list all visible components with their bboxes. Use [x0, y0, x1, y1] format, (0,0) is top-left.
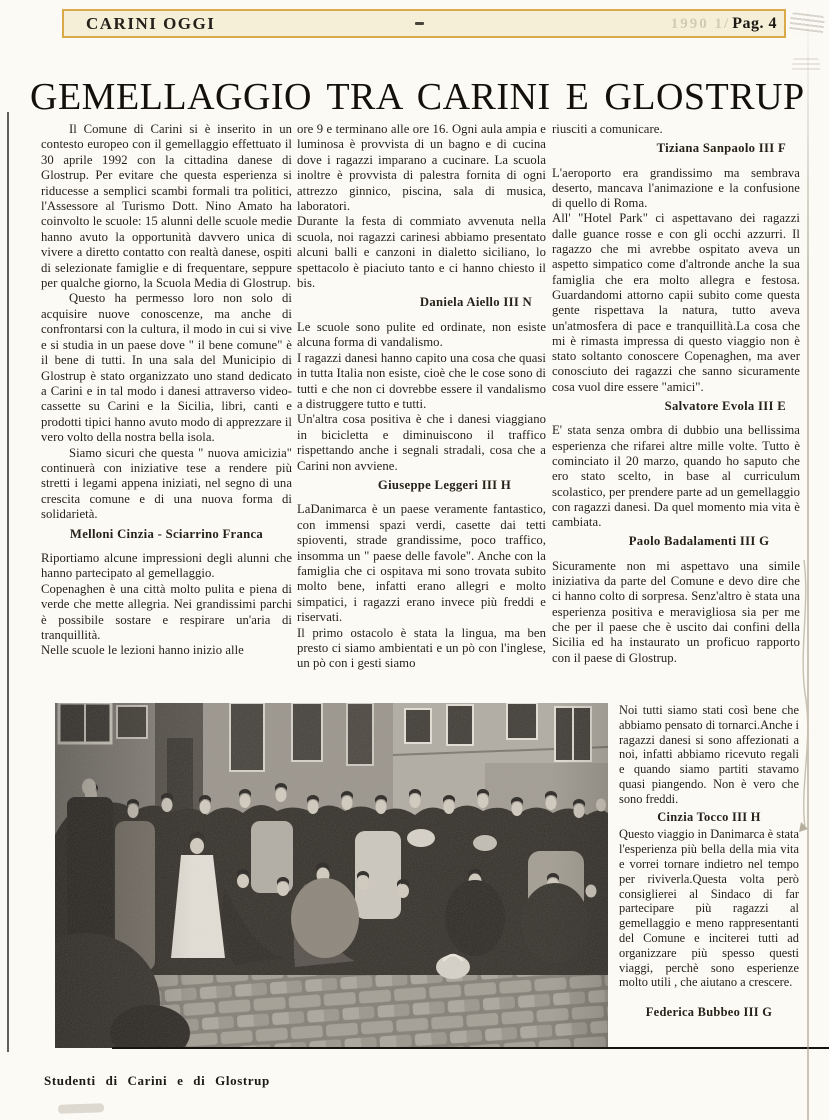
byline-paolo-badalamenti: Paolo Badalamenti III G [628, 534, 770, 549]
scan-smudge-bottom-left [58, 1103, 104, 1114]
byline-daniela-aiello: Daniela Aiello III N [419, 295, 532, 310]
article-headline: GEMELLAGGIO TRA CARINI E GLOSTRUP [30, 76, 805, 119]
scan-smudge-top-right [789, 12, 825, 36]
bottom-rule [112, 1047, 829, 1049]
paragraph: E' stata senza ombra di dubbio una bellissima esperienza che rifarei altre mille volte. Tutto è cominciato il 20 marzo, quando ho saputo che ero stato scelto, in base al curriculum scolastico, per prendere parte ad un gemellaggio con ragazzi danesi. Da quel momento mia vita è cambiata. [552, 423, 800, 530]
page-number: Pag. 4 [732, 14, 777, 32]
paragraph: Nelle scuole le lezioni hanno inizio alle [41, 643, 244, 658]
masthead-right-group [671, 15, 784, 33]
paragraph: ore 9 e terminano alle ore 16. Ogni aula ampia e luminosa è provvista di un bagno e di cucina dove i ragazzi imparano a cucinare. La scuola inoltre è provvista di palestra fornita di ogni attrezzo ginnico, piscina, sala di musica, laboratori. [297, 122, 546, 214]
byline-giuseppe-leggeri: Giuseppe Leggeri III H [377, 477, 512, 492]
masthead-faded-issue: 1990 1/ [670, 15, 731, 32]
paragraph: Siamo sicuri che questa " nuova amicizia" continuerà con iniziative tese a rendere più stretti i legami appena iniziati, nel segno di una crescita comune e di una nuova forma di solidarietà. [41, 445, 292, 522]
scan-squiggle-artifact [792, 560, 816, 840]
group-photo-art [55, 703, 608, 1048]
paragraph: Il primo ostacolo è stata la lingua, ma ben presto ci siamo ambientati e un pò con l'inglese, un pò con i gesti siamo [297, 625, 546, 671]
paragraph: I ragazzi danesi hanno capito una cosa che quasi in tutta Italia non esiste, cioè che le cose sono di tutti e che non ci dovrebbe essere il vandalismo a distruggere tutto e tutti. [297, 350, 546, 411]
paragraph: Durante la festa di commiato avvenuta nella scuola, noi ragazzi carinesi abbiamo presentato alcuni balli e canzoni in dialetto siciliano, lo spettacolo è piaciuto tanto e ci hanno chiesto il bis. [297, 214, 546, 291]
scan-smudge-headline-right [792, 58, 820, 72]
column-3 [552, 122, 800, 666]
paragraph: riusciti a comunicare. [552, 122, 663, 136]
column-1 [41, 122, 292, 659]
paragraph: Riportiamo alcune impressioni degli alunni che hanno partecipato al gemellaggio. [41, 550, 292, 581]
byline-federica-bubbeo: Federica Bubbeo III G [645, 1005, 773, 1020]
byline-melloni-sciarrino: Melloni Cinzia - Sciarrino Franca [69, 526, 264, 541]
masthead-center-mark [415, 22, 424, 25]
paragraph: Questo ha permesso loro non solo di acquisire nuove conoscenze, ma anche di confrontarsi con la cultura, il modo in cui si vive e si studia in un paese dove " il bene comune" è il bene di tutti. In una sala del Municipio di Glostrup è stato organizzato uno stand dedicato a Carini e in tal modo i danesi attraverso video-cassette su Carini e la Sicilia, libri, canti e prodotti tipici hanno avuto modo di apprezzare il vero volto della nostra bella isola. [41, 291, 292, 445]
paragraph: All' "Hotel Park" ci aspettavano dei ragazzi dalle guance rosse e con gli occhi azzurri. Il ragazzo che mi avrebbe ospitato aveva un aspetto simpatico come d'altronde anche la sua famiglia che era molto allegra e festosa. Guardandomi attorno capii subito come questa gente rispettava la natura, tutto aveva un'atmosfera di pace e tranquillità.La cosa che mi è rimasta impressa di questo viaggio non è stato soltanto conoscere Copenaghen, ma aver conosciuto dei ragazzi che sanno sicuramente cosa vuol dire essere "amici". [552, 211, 800, 394]
paragraph: L'aeroporto era grandissimo ma sembrava deserto, mancava l'animazione e la confusione di quello di Roma. [552, 165, 800, 211]
paragraph: Copenaghen è una città molto pulita e piena di verde che mette allegria. Nei grandissimi parchi è possibile sostare e respirare un'aria di tranquillità. [41, 581, 292, 642]
paragraph: Questo viaggio in Danimarca è stata l'esperienza più bella della mia vita e vorrei tornare indietro nel tempo per riviverla.Questa volta però consiglierei al Sindaco di far partecipare più ragazzi al gemellaggio e meno rappresentanti del Comune e inciterei tutti ad organizzare più spesso questi viaggi, perchè sono esperienze molto utili , che aiutano a crescere. [619, 827, 799, 990]
column-2 [297, 122, 546, 672]
paragraph: Noi tutti siamo stati così bene che abbiamo pensato di tornarci.Anche i ragazzi danesi si sono affezionati a noi, infatti abbiamo ricevuto regali e quando siamo partiti stavamo quasi piangendo. Non è vero che sono freddi. [619, 703, 799, 806]
masthead-bar [62, 9, 786, 38]
byline-salvatore-evola: Salvatore Evola III E [664, 399, 786, 414]
sidebar-column [619, 701, 799, 1023]
paragraph: Il Comune di Carini si è inserito in un contesto europeo con il gemellaggio effettuato il 30 aprile 1992 con la cittadina danese di Glostrup. Per evitare che questa esperienza si riducesse a semplici scambi formali tra politici, l'Assessore al Turismo Dott. Nino Amato ha coinvolto le scuole: 15 alunni delle scuole medie hanno avuto la opportunità davvero unica di vivere a diretto contatto con realtà danese, ospiti di selezionate famiglie e di frequentare, seppure per qualche giorno, la Scuola Media di Glostrup. [41, 122, 292, 291]
group-photo [55, 703, 608, 1048]
paragraph: Un'altra cosa positiva è che i danesi viaggiano in bicicletta e diminuiscono il traffico rispettando anche i segnali stradali, cosa che a Carini non avviene. [297, 412, 546, 473]
paragraph: LaDanimarca è un paese veramente fantastico, con immensi spazi verdi, casette dai tetti spioventi, strade grandissime, poco traffico, insomma un " paese delle favole". Anche con la famiglia che ci ospitava mi sono trovata subito molto bene, infatti erano allegri e molto simpatici, i ragazzi erano invece più freddi e riservati. [297, 502, 546, 625]
byline-cinzia-tocco: Cinzia Tocco III H [657, 809, 761, 824]
paragraph: Le scuole sono pulite ed ordinate, non esiste alcuna forma di vandalismo. [297, 319, 546, 350]
newspaper-title: CARINI OGGI [86, 13, 216, 33]
page-left-edge-line [7, 112, 9, 1052]
paragraph: Sicuramente non mi aspettavo una simile iniziativa da parte del Comune e devo dire che ci hanno colto di sorpresa. Senz'altro è stata una esperienza positiva e meravigliosa sia per me che per il paese che è uscito dai confini della Sicilia ed ha instaurato un proficuo rapporto con il paese di Glostrup. [552, 558, 800, 665]
byline-tiziana-sanpaolo: Tiziana Sanpaolo III F [656, 141, 786, 156]
photo-caption: Studenti di Carini e di Glostrup [44, 1073, 270, 1088]
